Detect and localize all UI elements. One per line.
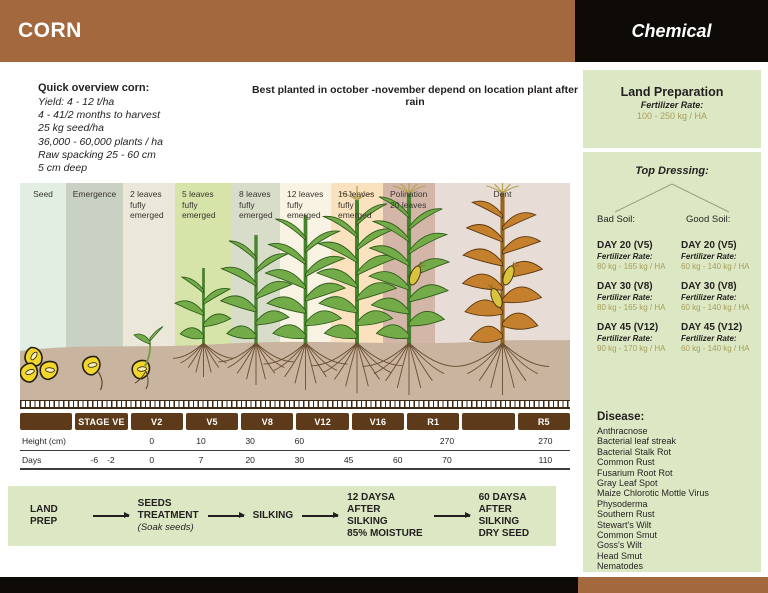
value-cell xyxy=(324,451,373,468)
value-cell xyxy=(127,451,176,468)
value-cell xyxy=(127,432,176,450)
flow-step-line: TREATMENT xyxy=(137,510,199,521)
value: -2 xyxy=(107,454,115,465)
fertilizer-day: DAY 30 (V8) xyxy=(597,281,653,292)
value: 20 xyxy=(245,454,255,465)
flow-step xyxy=(138,498,199,534)
process-flow-bar xyxy=(8,486,556,546)
header-black-bar xyxy=(575,0,768,62)
fertilizer-entry xyxy=(597,281,673,313)
value: -6 xyxy=(90,454,99,465)
fertilizer-rate-value: 80 kg - 165 kg / HA xyxy=(597,262,666,271)
fertilizer-day: DAY 45 (V12) xyxy=(681,322,743,333)
disease-item: Southern Rust xyxy=(597,509,655,520)
land-prep-title: Land Preparation xyxy=(620,85,724,99)
header-brown-bar xyxy=(0,0,575,62)
value-cell xyxy=(226,451,275,468)
fertilizer-rate-label: Fertilizer Rate: xyxy=(681,334,737,343)
quick-overview xyxy=(38,82,248,175)
disease-item: Gray Leaf Spot xyxy=(597,478,658,489)
overview-line: Raw spacking 25 - 60 cm xyxy=(38,148,156,161)
overview-line: 5 cm deep xyxy=(38,162,88,175)
flow-step-line: SILKING xyxy=(478,516,520,527)
growth-stage-chart xyxy=(20,183,570,400)
disease-list xyxy=(597,426,757,572)
flow-step xyxy=(253,510,294,522)
disease-item: Bacterial Stalk Rot xyxy=(597,446,672,457)
fertilizer-rate-value: 60 kg - 140 kg / HA xyxy=(681,303,750,312)
height-row xyxy=(20,432,570,451)
stage-segment: V12 xyxy=(296,413,348,430)
flow-step xyxy=(479,492,556,540)
disease-item: Nematodes xyxy=(597,561,644,572)
stage-segment xyxy=(20,413,72,430)
overview-lines xyxy=(38,96,248,175)
flow-step xyxy=(347,492,424,540)
fertilizer-rate-value: 80 kg - 165 kg / HA xyxy=(597,303,666,312)
value: 270 xyxy=(538,436,553,446)
flow-step-line: DRY SEED xyxy=(478,528,530,539)
flow-step-line: LAND PREP xyxy=(30,504,58,527)
fertilizer-entry xyxy=(681,240,757,272)
stage-segment: V5 xyxy=(186,413,238,430)
value-cell xyxy=(521,451,570,468)
flow-arrow xyxy=(302,515,338,516)
top-dressing-title: Top Dressing: xyxy=(635,165,709,177)
flow-step-line: SILKING xyxy=(347,516,388,527)
value-cell xyxy=(226,432,275,450)
fertilizer-rate-label: Fertilizer Rate: xyxy=(597,293,653,302)
disease-item: Physoderma xyxy=(597,498,648,509)
bad-soil-label: Bad Soil: xyxy=(597,214,636,225)
stage-label: 8 leaves fufly emerged xyxy=(239,189,273,220)
stage-segment: V16 xyxy=(352,413,404,430)
fertilizer-rate-label: Fertilizer Rate: xyxy=(597,252,653,261)
stage-label: 5 leaves fufly emerged xyxy=(182,189,216,220)
value-cell xyxy=(422,432,471,450)
value: 10 xyxy=(196,436,206,446)
value-cell xyxy=(521,432,570,450)
stage-label: Seed xyxy=(33,189,53,199)
overview-line: 36,000 - 60,000 plants / ha xyxy=(38,135,163,148)
value-cell xyxy=(275,432,324,450)
days-row xyxy=(20,451,570,470)
value-cell xyxy=(324,432,373,450)
value-cell xyxy=(176,432,225,450)
stage-segment: V2 xyxy=(131,413,183,430)
fertilizer-entry xyxy=(681,281,757,313)
value: 270 xyxy=(439,436,455,446)
stage-segment: R5 xyxy=(518,413,570,430)
disease-item: Stewart's Wilt xyxy=(597,519,652,530)
value-cell xyxy=(472,451,521,468)
fertilizer-rate-label: Fertilizer Rate: xyxy=(597,334,653,343)
fertilizer-entry xyxy=(597,322,673,354)
flow-step-line: SILKING xyxy=(252,510,294,521)
fertilizer-rate-value: 60 kg - 140 kg / HA xyxy=(681,262,750,271)
stage-segment xyxy=(462,413,514,430)
good-soil-label: Good Soil: xyxy=(686,214,731,225)
value-cell xyxy=(422,451,471,468)
disease-item: Maize Chlorotic Mottle Virus xyxy=(597,488,709,499)
flow-step xyxy=(30,504,84,528)
value-cell xyxy=(275,451,324,468)
stage-label: Polination 20 leaves xyxy=(390,189,428,210)
branch-lines xyxy=(597,181,747,215)
value: 30 xyxy=(294,454,305,465)
planting-banner: Best planted in october -november depend on location plant after rain xyxy=(251,84,579,108)
value-cell xyxy=(472,432,521,450)
value: 45 xyxy=(343,454,354,465)
fertilizer-day: DAY 20 (V5) xyxy=(597,240,653,251)
value: 30 xyxy=(245,436,255,446)
stage-code-bar xyxy=(20,413,570,430)
stage-segment: R1 xyxy=(407,413,459,430)
days-row-values xyxy=(78,451,570,468)
footer-brown-bar xyxy=(578,577,768,593)
disease-item: Common Smut xyxy=(597,530,658,541)
fertilizer-schedule-grid xyxy=(597,240,757,354)
flow-arrow xyxy=(93,515,129,516)
value: 110 xyxy=(538,454,553,465)
value: 70 xyxy=(442,454,452,465)
value: 60 xyxy=(393,454,403,465)
stage-label: 16 leaves fufly emerged xyxy=(338,189,375,220)
fertilizer-entry xyxy=(597,240,673,272)
disease-item: Common Rust xyxy=(597,457,655,468)
fertilizer-rate-label: Fertilizer Rate: xyxy=(681,252,737,261)
measuring-ruler xyxy=(20,400,570,409)
value-cell xyxy=(78,451,127,468)
disease-item: Goss's Wilt xyxy=(597,540,642,551)
page-title: CORN xyxy=(18,19,82,42)
land-preparation-panel xyxy=(583,70,761,148)
overview-title: Quick overview corn: xyxy=(38,82,150,94)
flow-step-line: 12 DAYSA AFTER xyxy=(347,492,395,515)
disease-item: Head Smut xyxy=(597,550,643,561)
disease-item: Bacterial leaf streak xyxy=(597,436,677,447)
overview-line: Yield: 4 - 12 t/ha xyxy=(38,96,115,108)
disease-section xyxy=(597,411,757,572)
fertilizer-day: DAY 20 (V5) xyxy=(681,240,737,251)
stage-label: Dent xyxy=(493,189,512,199)
fertilizer-rate-value: 90 kg - 170 kg / HA xyxy=(597,344,666,353)
height-row-label: Height (cm) xyxy=(22,436,66,446)
flow-step-line: 60 DAYSA AFTER xyxy=(478,492,527,515)
land-prep-rate: 100 - 250 kg / HA xyxy=(636,111,708,121)
value: 7 xyxy=(198,454,204,465)
stage-label: 2 leaves fufly emerged xyxy=(130,189,164,220)
flow-step-line: 85% MOISTURE xyxy=(347,528,423,539)
stage-label: 12 leaves fufly emerged xyxy=(287,189,324,220)
fertilizer-rate-label: Fertilizer Rate: xyxy=(681,293,737,302)
value-cell xyxy=(373,432,422,450)
fertilizer-day: DAY 45 (V12) xyxy=(597,322,659,333)
overview-line: 25 kg seed/ha xyxy=(38,122,104,135)
value: 0 xyxy=(149,454,155,465)
stage-segment: STAGE VE xyxy=(75,413,127,430)
days-row-label: Days xyxy=(22,454,42,465)
value-cell xyxy=(176,451,225,468)
land-prep-rate-label: Fertilizer Rate: xyxy=(640,100,704,110)
height-row-values xyxy=(78,432,570,450)
disease-title: Disease: xyxy=(597,411,645,423)
disease-item: Fusarium Root Rot xyxy=(597,467,673,478)
value-cell xyxy=(78,432,127,450)
value: 60 xyxy=(294,436,305,446)
chemical-label: Chemical xyxy=(631,20,712,41)
fertilizer-rate-value: 60 kg - 140 kg / HA xyxy=(681,344,750,353)
flow-arrow xyxy=(208,515,244,516)
value: 0 xyxy=(149,436,155,446)
flow-arrow xyxy=(434,515,470,516)
flow-step-note: (Soak seeds) xyxy=(137,522,194,533)
overview-line: 4 - 41/2 months to harvest xyxy=(38,109,160,122)
disease-item: Anthracnose xyxy=(597,426,648,436)
value-cell xyxy=(373,451,422,468)
stage-label: Emergence xyxy=(72,189,117,199)
stage-segment: V8 xyxy=(241,413,293,430)
fertilizer-entry xyxy=(681,322,757,354)
fertilizer-day: DAY 30 (V8) xyxy=(681,281,737,292)
footer-black-bar xyxy=(0,577,578,593)
top-dressing-panel xyxy=(583,152,761,572)
flow-step-line: SEEDS xyxy=(137,498,172,509)
